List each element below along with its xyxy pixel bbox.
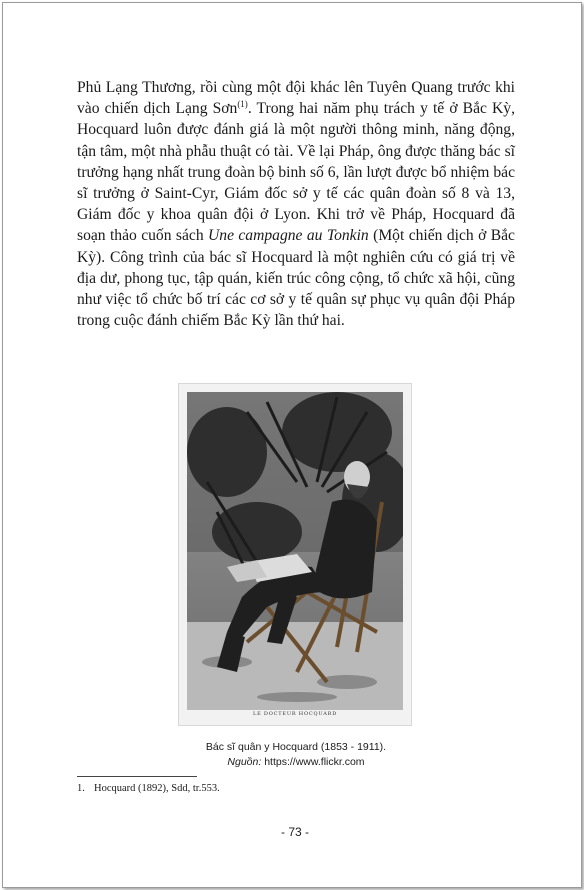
- footnote: [77, 783, 220, 794]
- book-title: Une campagne au Tonkin: [208, 227, 369, 245]
- page: [2, 2, 582, 888]
- footnote-number: 1.: [77, 783, 85, 794]
- photo-label: LE DOCTEUR HOCQUARD: [252, 711, 338, 717]
- footnote-ref[interactable]: (1): [237, 99, 248, 110]
- body-text-part3: (Một chiến dịch ở Bắc Kỳ). Công trình của bác sĩ Hocquard là một nghiên cứu có giá trị về địa dư, phong tục, tập quán, kiến trúc công cộng, tổ chức xã hội, cũng như việc tổ chức bố trí các cơ sở y tế quân sự phục vụ quân đội Pháp trong cuộc đánh chiếm Bắc Kỳ lần thứ hai.: [77, 227, 515, 330]
- body-paragraph: [77, 77, 515, 331]
- source-label: Nguồn:: [227, 756, 262, 768]
- portrait-photo: [178, 383, 412, 726]
- body-text-part1: Phủ Lạng Thương, rồi cùng một đội khác lên Tuyên Quang trước khi vào chiến dịch Lạng Sơn: [77, 79, 515, 118]
- footnote-text: Hocquard (1892), Sdd, tr.553.: [94, 783, 220, 794]
- figure-caption: [77, 740, 515, 770]
- caption-source: [77, 755, 515, 770]
- footnote-divider: [77, 776, 197, 777]
- photo-engraving: [187, 392, 403, 710]
- source-link[interactable]: https://www.flickr.com: [261, 756, 365, 768]
- body-text-part2: . Trong hai năm phụ trách y tế ở Bắc Kỳ, Hocquard luôn được đánh giá là một người thông minh, năng động, tận tâm, một nhà phẫu thuật có tài. Về lại Pháp, ông được thăng bác sĩ trưởng hạng nhất trung đoàn bộ binh số 6, lần lượt được bổ nhiệm bác sĩ trưởng ở Saint-Cyr, Giám đốc sở y tế các quân đoàn số 8 và 13, Giám đốc y khoa quân đội ở Lyon. Khi trở về Pháp, Hocquard đã soạn thảo cuốn sách: [77, 100, 515, 245]
- page-number: - 73 -: [280, 825, 309, 839]
- caption-title: Bác sĩ quân y Hocquard (1853 - 1911).: [205, 741, 387, 753]
